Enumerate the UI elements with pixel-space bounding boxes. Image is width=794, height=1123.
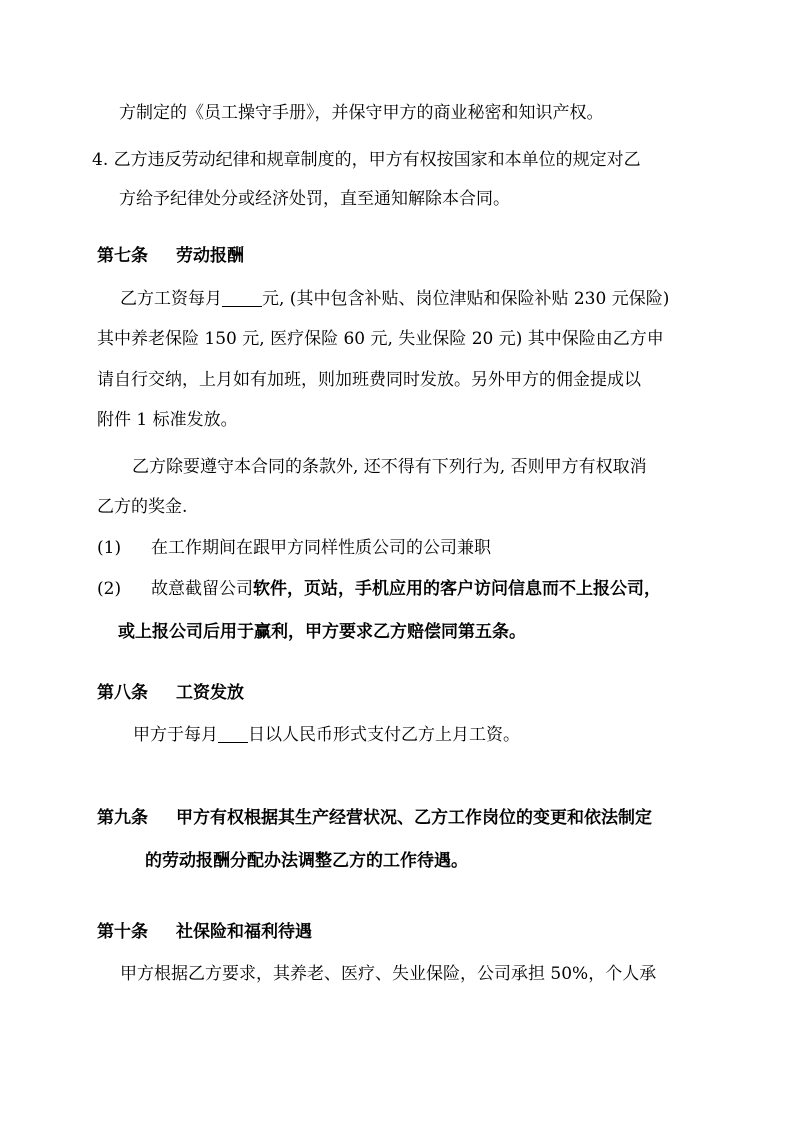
item-1-number: (1) (97, 538, 122, 558)
article-10-number: 第十条 (97, 922, 148, 942)
clause-6-4-line-2: 方给予纪律处分或经济处罚，直至通知解除本合同。 (119, 189, 510, 209)
article-7-para-2-line-1: 乙方除要遵守本合同的条款外, 还不得有下列行为, 否则甲方有权取消 (132, 457, 647, 477)
clause-6-3-continuation: 方制定的《员工操守手册》，并保守甲方的商业秘密和知识产权。 (119, 103, 604, 123)
item-2-number: (2) (97, 579, 122, 599)
clause-6-4-number: 4. (92, 150, 109, 170)
pay-day-prefix: 甲方于每月 (133, 725, 218, 745)
article-8-title: 工资发放 (176, 683, 244, 703)
salary-amount-blank (222, 288, 262, 307)
salary-text-suffix: 元, (其中包含补贴、岗位津贴和保险补贴 230 元保险) (262, 289, 670, 309)
article-7-number: 第七条 (97, 246, 148, 266)
article-9-text-line-2: 的劳动报酬分配办法调整乙方的工作待遇。 (145, 851, 468, 871)
pay-day-suffix: 日以人民币形式支付乙方上月工资。 (248, 725, 520, 745)
item-2-text-b: 软件，页站，手机应用的客户访问信息而不上报公司， (253, 579, 661, 599)
article-9-number: 第九条 (97, 808, 148, 828)
article-7-para-1-line-4: 附件 1 标准发放。 (97, 410, 238, 430)
article-7-item-2-line-1 (97, 577, 661, 601)
pay-day-blank (218, 724, 248, 743)
salary-text-prefix: 乙方工资每月 (120, 289, 222, 309)
article-7-para-1-line-1 (120, 287, 669, 311)
article-7-para-1-line-2: 其中养老保险 150 元, 医疗保险 60 元, 失业保险 20 元) 其中保险由乙方申 (97, 329, 664, 349)
item-1-text: 在工作期间在跟甲方同样性质公司的公司兼职 (151, 538, 491, 558)
article-10-title: 社保险和福利待遇 (176, 922, 312, 942)
article-8-heading (97, 681, 244, 705)
article-7-heading (97, 244, 244, 268)
article-8-number: 第八条 (97, 683, 148, 703)
clause-6-4-text: 乙方违反劳动纪律和规章制度的，甲方有权按国家和本单位的规定对乙 (113, 150, 641, 170)
clause-6-4-line-1 (92, 148, 641, 172)
article-7-item-2-line-2: 或上报公司后用于赢利，甲方要求乙方赔偿同第五条。 (118, 622, 526, 642)
article-9-text-line-1: 甲方有权根据其生产经营状况、乙方工作岗位的变更和依法制定 (176, 808, 652, 828)
article-10-heading (97, 920, 312, 944)
article-9-heading (97, 806, 652, 830)
article-10-para-line-1: 甲方根据乙方要求，其养老、医疗、失业保险，公司承担 50%，个人承 (120, 964, 657, 984)
article-7-item-1 (97, 536, 491, 560)
article-7-para-1-line-3: 请自行交纳，上月如有加班，则加班费同时发放。另外甲方的佣金提成以 (97, 370, 641, 390)
article-7-para-2-line-2: 乙方的奖金. (97, 497, 188, 517)
article-7-title: 劳动报酬 (176, 246, 244, 266)
article-8-para (133, 723, 520, 747)
item-2-text-a: 故意截留公司 (151, 579, 253, 599)
